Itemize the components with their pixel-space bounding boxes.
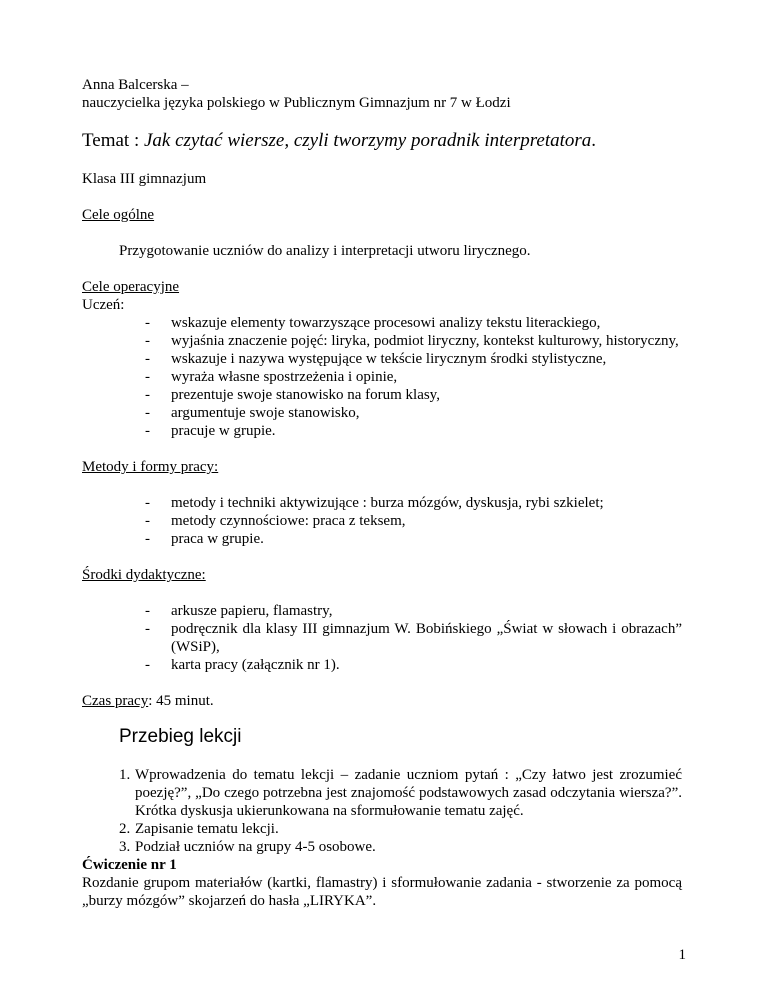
exercise-heading: Ćwiczenie nr 1 [82, 857, 177, 873]
list-item: - wskazuje elementy towarzyszące procesowi analizy tekstu literackiego, [145, 314, 682, 332]
document-page [82, 76, 682, 910]
list-item: - argumentuje swoje stanowisko, [145, 404, 682, 422]
page-number: 1 [678, 947, 686, 963]
step-text: Podział uczniów na grupy 4-5 osobowe. [135, 839, 376, 855]
list-item: - wskazuje i nazywa występujące w tekście lirycznym środki stylistyczne, [145, 350, 682, 368]
list-item: - wyjaśnia znaczenie pojęć: liryka, podmiot liryczny, kontekst kulturowy, historyczny, [145, 332, 682, 350]
list-item: - metody i techniki aktywizujące : burza mózgów, dyskusja, rybi szkielet; [145, 494, 682, 512]
exercise-text: Rozdanie grupom materiałów (kartki, flamastry) i sformułowanie zadania - stworzenie za pomocą „burzy mózgów” skojarzeń do hasła „LIRYKA”. [82, 875, 682, 909]
step-number: 3. [119, 839, 131, 855]
duration [82, 692, 682, 710]
list-item: - podręcznik dla klasy III gimnazjum W. Bobińskiego „Świat w słowach i obrazach” (WSiP), [145, 620, 682, 656]
goals-operational-list [82, 314, 682, 440]
duration-label: Czas pracy [82, 693, 149, 709]
lesson-heading: Przebieg lekcji [119, 726, 242, 747]
list-item [119, 820, 682, 838]
step-number: 2. [119, 821, 131, 837]
step-text: Zapisanie tematu lekcji. [135, 821, 279, 837]
methods-list [82, 494, 682, 548]
list-item: - wyraża własne spostrzeżenia i opinie, [145, 368, 682, 386]
author-role: nauczycielka języka polskiego w Publicznym Gimnazjum nr 7 w Łodzi [82, 95, 511, 111]
topic-prefix: Temat : [82, 130, 144, 151]
topic-title: Jak czytać wiersze, czyli tworzymy poradnik interpretatora [143, 130, 592, 151]
step-text: Wprowadzenia do tematu lekcji – zadanie uczniom pytań : „Czy łatwo jest zrozumieć poezję?”, „Do czego potrzebna jest znajomość podstawowych zasad odczytania wiersza?”. Krótka dyskusja ukierunkowana na sformułowanie tematu zajęć. [135, 767, 682, 819]
author-name: Anna Balcerska – [82, 77, 189, 93]
lesson-topic [82, 130, 682, 152]
list-item: - arkusze papieru, flamastry, [145, 602, 682, 620]
list-item: - praca w grupie. [145, 530, 682, 548]
goals-general-text: Przygotowanie uczniów do analizy i interpretacji utworu lirycznego. [119, 243, 531, 259]
duration-value: : 45 minut. [148, 693, 214, 709]
list-item: - pracuje w grupie. [145, 422, 682, 440]
list-item: - metody czynnościowe: praca z teksem, [145, 512, 682, 530]
methods-heading: Metody i formy pracy: [82, 459, 219, 475]
goals-general-heading: Cele ogólne [82, 207, 155, 223]
list-item [119, 766, 682, 820]
class-level: Klasa III gimnazjum [82, 171, 207, 187]
topic-suffix: . [591, 130, 597, 151]
goals-operational-heading: Cele operacyjne [82, 279, 180, 295]
list-item: - prezentuje swoje stanowisko na forum klasy, [145, 386, 682, 404]
resources-list [82, 602, 682, 674]
step-number: 1. [119, 767, 131, 783]
goals-operational-subject: Uczeń: [82, 297, 125, 313]
list-item: - karta pracy (załącznik nr 1). [145, 656, 682, 674]
list-item [119, 838, 682, 856]
lesson-steps [82, 766, 682, 856]
resources-heading: Środki dydaktyczne: [82, 567, 206, 583]
